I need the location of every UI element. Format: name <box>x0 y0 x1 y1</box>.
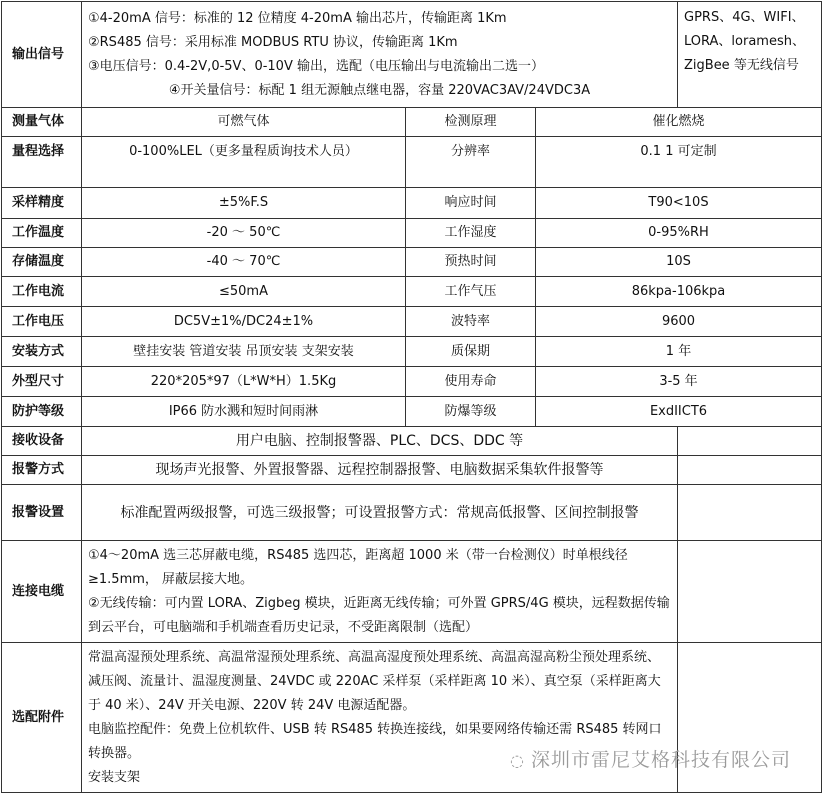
spec-row <box>2 108 822 137</box>
spec-label-2: 工作湿度 <box>406 219 536 248</box>
spec-value-2: 0.1 1 可定制 <box>536 137 822 188</box>
alarm-set-label: 报警设置 <box>2 485 82 541</box>
spec-value-2: 10S <box>536 248 822 277</box>
spec-row <box>2 137 822 188</box>
spec-value-2: ExdIICT6 <box>536 397 822 427</box>
spec-value-2: 1 年 <box>536 337 822 367</box>
spec-row <box>2 367 822 397</box>
alarm-mode-label: 报警方式 <box>2 456 82 485</box>
spec-label-2: 波特率 <box>406 307 536 337</box>
output-line: ④开关量信号：标配 1 组无源触点继电器，容量 220VAC3AV/24VDC3A <box>168 82 591 98</box>
spec-label-2: 分辨率 <box>406 137 536 188</box>
spec-label: 防护等级 <box>2 397 82 427</box>
spec-row <box>2 397 822 427</box>
spec-label: 采样精度 <box>2 188 82 219</box>
spec-value: 220*205*97（L*W*H）1.5Kg <box>82 367 406 397</box>
spec-table <box>1 1 822 793</box>
spec-value: DC5V±1%/DC24±1% <box>82 307 406 337</box>
spec-label: 工作温度 <box>2 219 82 248</box>
spec-label-2: 检测原理 <box>406 108 536 137</box>
spec-label-2: 工作气压 <box>406 277 536 307</box>
spec-label: 工作电压 <box>2 307 82 337</box>
spec-row <box>2 248 822 277</box>
spec-value-2: 3-5 年 <box>536 367 822 397</box>
output-line: ③电压信号：0.4-2V,0-5V、0-10V 输出，选配（电压输出与电流输出二选一） <box>88 58 544 74</box>
alarm-mode-row <box>2 456 822 485</box>
spec-row <box>2 188 822 219</box>
watermark-text: 深圳市雷尼艾格科技有限公司 <box>530 749 791 771</box>
receive-value: 用户电脑、控制报警器、PLC、DCS、DDC 等 <box>82 427 678 456</box>
output-line: ①4-20mA 信号：标准的 12 位精度 4-20mA 输出芯片，传输距离 1Km <box>88 10 507 26</box>
cable-label: 连接电缆 <box>2 541 82 643</box>
spec-value-2: 0-95%RH <box>536 219 822 248</box>
spec-label: 存储温度 <box>2 248 82 277</box>
alarm-set-row <box>2 485 822 541</box>
accessories-label: 选配附件 <box>2 643 82 793</box>
accessories-line: 安装支架 <box>88 769 141 785</box>
output-signals <box>82 2 678 108</box>
spec-value-2: 9600 <box>536 307 822 337</box>
empty-cell <box>678 541 822 643</box>
watermark <box>510 745 791 772</box>
spec-row <box>2 277 822 307</box>
output-line: ②RS485 信号：采用标准 MODBUS RTU 协议，传输距离 1Km <box>88 34 458 50</box>
spec-value-2: 86kpa-106kpa <box>536 277 822 307</box>
spec-value: ±5%F.S <box>82 188 406 219</box>
spec-label: 量程选择 <box>2 137 82 188</box>
wechat-icon: ◌ <box>510 751 525 770</box>
empty-cell <box>678 427 822 456</box>
spec-value-2: T90<10S <box>536 188 822 219</box>
spec-value: 0-100%LEL（更多量程质询技术人员） <box>82 137 406 188</box>
spec-label-2: 质保期 <box>406 337 536 367</box>
empty-cell <box>678 485 822 541</box>
spec-row <box>2 337 822 367</box>
empty-cell <box>678 456 822 485</box>
spec-value: IP66 防水溅和短时间雨淋 <box>82 397 406 427</box>
accessories-line: 电脑监控配件：免费上位机软件、USB 转 RS485 转换连接线，如果要网络传输还需 RS485 转网口转换器。 <box>88 721 662 761</box>
spec-label-2: 预热时间 <box>406 248 536 277</box>
cable-line: ①4～20mA 选三芯屏蔽电缆，RS485 选四芯，距离超 1000 米（带一台检测仪）时单根线径≥1.5mm， 屏蔽层接大地。 <box>88 547 628 587</box>
output-row <box>2 2 822 108</box>
spec-label-2: 使用寿命 <box>406 367 536 397</box>
cable-line: ②无线传输：可内置 LORA、Zigbeg 模块，近距离无线传输；可外置 GPRS/4G 模块，远程数据传输到云平台，可电脑端和手机端查看历史记录，不受距离限制（选配） <box>88 595 670 635</box>
spec-label-2: 响应时间 <box>406 188 536 219</box>
spec-value: 可燃气体 <box>82 108 406 137</box>
spec-row <box>2 307 822 337</box>
alarm-mode-value: 现场声光报警、外置报警器、远程控制器报警、电脑数据采集软件报警等 <box>82 456 678 485</box>
receive-label: 接收设备 <box>2 427 82 456</box>
receive-row <box>2 427 822 456</box>
spec-value-2: 催化燃烧 <box>536 108 822 137</box>
spec-value: -20 ～ 50℃ <box>82 219 406 248</box>
spec-label: 外型尺寸 <box>2 367 82 397</box>
spec-label-2: 防爆等级 <box>406 397 536 427</box>
spec-label: 工作电流 <box>2 277 82 307</box>
spec-label: 安装方式 <box>2 337 82 367</box>
wireless-options: GPRS、4G、WIFI、LORA、loramesh、ZigBee 等无线信号 <box>678 2 822 108</box>
accessories-line: 常温高湿预处理系统、高温常湿预处理系统、高温高湿度预处理系统、高温高湿高粉尘预处理系统、减压阀、流量计、温湿度测量、24VDC 或 220AC 采样泵（采样距离 10 米）、真空泵（采样距离大于 40 米）、24V 开关电源、220V 转 24V 电源适配器。 <box>88 649 661 713</box>
cable-row <box>2 541 822 643</box>
cable-value <box>82 541 678 643</box>
spec-value: -40 ～ 70℃ <box>82 248 406 277</box>
spec-label: 测量气体 <box>2 108 82 137</box>
spec-value: ≤50mA <box>82 277 406 307</box>
spec-row <box>2 219 822 248</box>
spec-value: 壁挂安装 管道安装 吊顶安装 支架安装 <box>82 337 406 367</box>
output-label: 输出信号 <box>2 2 82 108</box>
alarm-set-value: 标准配置两级报警，可选三级报警；可设置报警方式：常规高低报警、区间控制报警 <box>82 485 678 541</box>
